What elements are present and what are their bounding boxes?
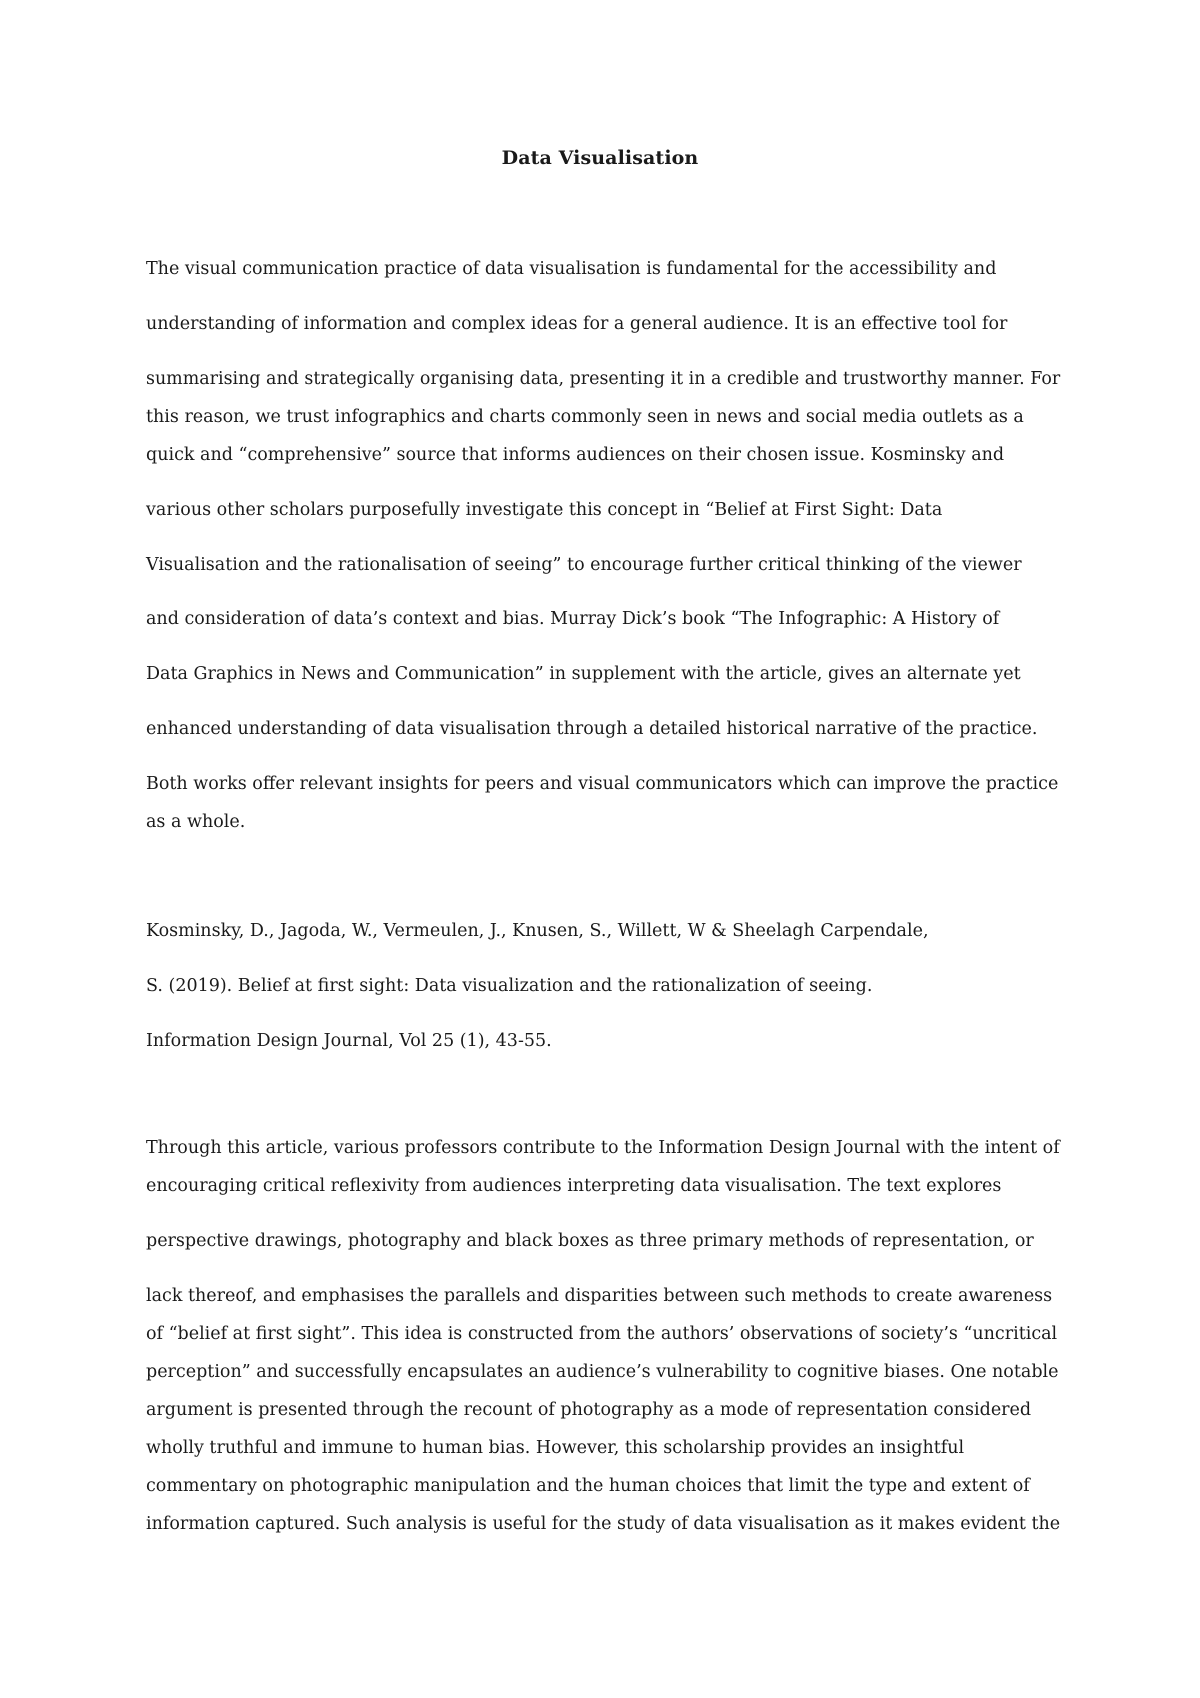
paragraph-1-line-11: Both works offer relevant insights for peers and visual communicators which can improve the practice [146,774,1059,794]
paragraph-1-line-6: various other scholars purposefully investigate this concept in “Belief at First Sight: Data [146,500,943,520]
paragraph-2-line-6: perception” and successfully encapsulates an audience’s vulnerability to cognitive biases. One notable [146,1362,1059,1382]
paragraph-1-line-1: The visual communication practice of data visualisation is fundamental for the accessibility and [146,259,997,279]
paragraph-2-line-3: perspective drawings, photography and black boxes as three primary methods of representation, or [146,1231,1034,1251]
paragraph-1-line-8: and consideration of data’s context and bias. Murray Dick’s book “The Infographic: A History of [146,609,1000,629]
paragraph-2-line-2: encouraging critical reflexivity from audiences interpreting data visualisation. The text explores [146,1176,1002,1196]
reference-line-2: S. (2019). Belief at first sight: Data visualization and the rationalization of seeing. [146,976,873,996]
paragraph-1-line-7: Visualisation and the rationalisation of seeing” to encourage further critical thinking of the viewer [146,555,1022,575]
paragraph-2-line-8: wholly truthful and immune to human bias. However, this scholarship provides an insightful [146,1438,965,1458]
document-title: Data Visualisation [501,147,699,169]
paragraph-1-line-4: this reason, we trust infographics and charts commonly seen in news and social media outlets as a [146,407,1024,427]
paragraph-1-line-2: understanding of information and complex ideas for a general audience. It is an effective tool for [146,314,1008,334]
paragraph-2-line-5: of “belief at first sight”. This idea is constructed from the authors’ observations of society’s “uncritical [146,1324,1058,1344]
paragraph-2-line-9: commentary on photographic manipulation and the human choices that limit the type and extent of [146,1476,1030,1496]
paragraph-2-line-7: argument is presented through the recount of photography as a mode of representation considered [146,1400,1032,1420]
paragraph-2-line-4: lack thereof, and emphasises the parallels and disparities between such methods to create awareness [146,1286,1053,1306]
paragraph-1-line-9: Data Graphics in News and Communication” in supplement with the article, gives an alternate yet [146,664,1021,684]
reference-line-1: Kosminsky, D., Jagoda, W., Vermeulen, J., Knusen, S., Willett, W & Sheelagh Carpendale, [146,921,929,941]
reference-line-3: Information Design Journal, Vol 25 (1), 43-55. [146,1031,552,1051]
paragraph-2-line-10: information captured. Such analysis is useful for the study of data visualisation as it makes evident the [146,1514,1061,1534]
paragraph-2-line-1: Through this article, various professors contribute to the Information Design Journal with the intent of [146,1138,1060,1158]
paragraph-1-line-10: enhanced understanding of data visualisation through a detailed historical narrative of the practice. [146,719,1038,739]
paragraph-1-line-3: summarising and strategically organising data, presenting it in a credible and trustworthy manner. For [146,369,1061,389]
paragraph-1-line-5: quick and “comprehensive” source that informs audiences on their chosen issue. Kosminsky and [146,445,1005,465]
paragraph-1-line-12: as a whole. [146,812,246,832]
